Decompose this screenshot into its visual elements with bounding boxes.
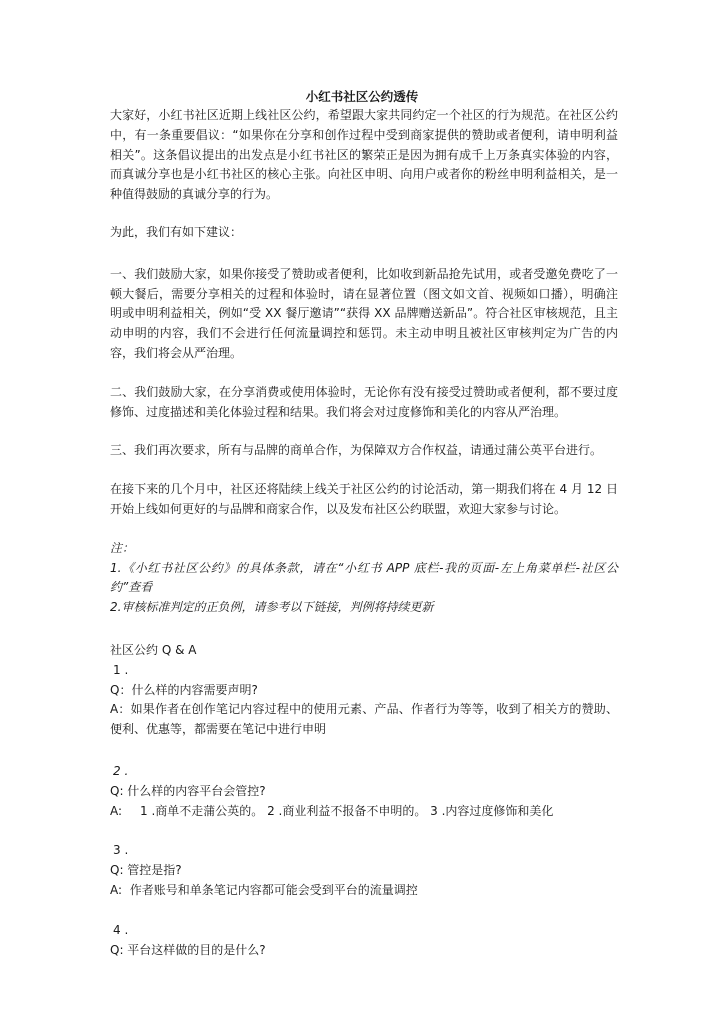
point-two-paragraph: 二、我们鼓励大家，在分享消费或使用体验时，无论你有没有接受过赞助或者便利，都不要过度修饰、过度描述和美化体验过程和结果。我们将会对过度修饰和美化的内容从严治理。 (110, 384, 618, 419)
qa-question: Q: 平台这样做的目的是什么? (110, 942, 266, 957)
qa-answer-text: 如果作者在创作笔记内容过程中的使用元素、产品、作者行为等等，收到了相关方的赞助、便利、优惠等，都需要在笔记中进行申明 (110, 702, 618, 737)
qa-answer-label: A: (110, 882, 123, 897)
qa-number: 1 . (113, 662, 129, 677)
qa-section (110, 641, 618, 960)
notes-section (110, 539, 618, 618)
qa-number: 3 . (113, 843, 129, 858)
qa-answer (110, 802, 618, 822)
qa-question: Q: 管控是指? (110, 863, 182, 878)
qa-number: 4 . (113, 922, 129, 937)
qa-header: 社区公约 Q & A (110, 642, 197, 657)
qa-answer-text: 1 .商单不走蒲公英的。 2 .商业利益不报备不申明的。 3 .内容过度修饰和美化 (140, 803, 554, 818)
note-label: 注： (110, 540, 135, 555)
note-two: 2.审核标准判定的正负例，请参考以下链接，判例将持续更新 (110, 600, 434, 615)
qa-question: Q: 什么样的内容平台会管控? (110, 783, 266, 798)
intro-paragraph: 大家好，小红书社区近期上线社区公约，希望跟大家共同约定一个社区的行为规范。在社区公约中，有一条重要倡议：“如果你在分享和创作过程中受到商家提供的赞助或者便利，请申明利益相关”。这条倡议提出的出发点是小红书社区的繁荣正是因为拥有成千上万条真实体验的内容，而真诚分享也是小红书社区的核心主张。向社区申明、向用户或者你的粉丝申明利益相关，是一种值得鼓励的真诚分享的行为。 (110, 108, 618, 202)
qa-answer-label: A: (110, 803, 123, 818)
qa-item-3 (110, 841, 618, 900)
qa-item-2 (110, 762, 618, 821)
document-body (110, 106, 618, 960)
qa-answer-label: A： (110, 702, 131, 717)
qa-question: Q：什么样的内容需要声明? (110, 682, 258, 697)
document-title: 小红书社区公约透传 (305, 89, 419, 104)
qa-item-1 (110, 661, 618, 740)
qa-answer (110, 881, 618, 901)
note-one: 1.《小红书社区公约》的具体条款，请在“小红书 APP 底栏-我的页面-左上角菜单栏-社区公约”查看 (110, 560, 618, 595)
closing-paragraph: 在接下来的几个月中，社区还将陆续上线关于社区公约的讨论活动，第一期我们将在 4 月 12 日开始上线如何更好的与品牌和商家合作，以及发布社区公约联盟，欢迎大家参与讨论。 (110, 482, 618, 516)
qa-number: 2 . (113, 763, 129, 778)
point-one-paragraph: 一、我们鼓励大家，如果你接受了赞助或者便利，比如收到新品抢先试用，或者受邀免费吃了一顿大餐后，需要分享相关的过程和体验时，请在显著位置（图文如文首、视频如口播），明确注明或申明利益相关，例如“受 XX 餐厅邀请”“获得 XX 品牌赠送新品”。符合社区审核规范，且主动申明的内容，我们不会进行任何流量调控和惩罚。未主动申明且被社区审核判定为广告的内容，我们将会从严治理。 (110, 266, 618, 360)
qa-answer-text: 作者账号和单条笔记内容都可能会受到平台的流量调控 (129, 882, 418, 897)
qa-item-4 (110, 921, 618, 961)
qa-answer (110, 700, 618, 740)
suggestion-lead: 为此，我们有如下建议： (110, 224, 243, 239)
point-three-paragraph: 三、我们再次要求，所有与品牌的商单合作，为保障双方合作权益，请通过蒲公英平台进行。 (110, 443, 603, 458)
